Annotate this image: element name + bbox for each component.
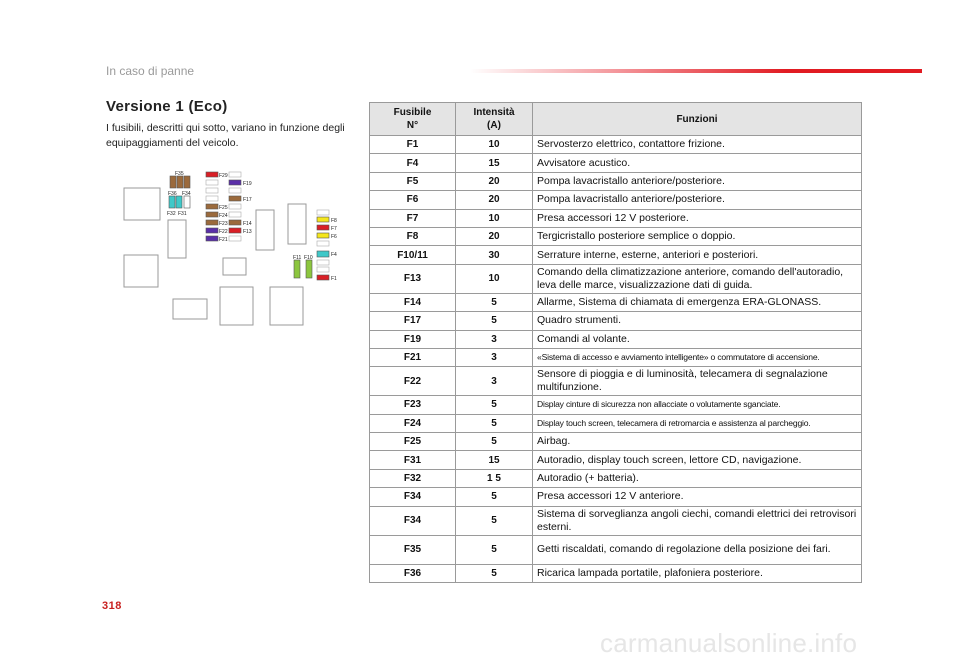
fuse-f23 — [206, 220, 218, 225]
fuse-table — [369, 102, 862, 583]
col-header-fuse-line1: Fusibile — [393, 107, 432, 118]
label-f19: F19 — [243, 181, 252, 187]
fuse-blank — [206, 188, 218, 193]
fuse-blank — [317, 267, 329, 272]
fuse-number: F24 — [370, 414, 456, 432]
fuse-f22 — [206, 228, 218, 233]
fuse-f13 — [229, 228, 241, 233]
fuse-function: Autoradio (+ batteria). — [533, 469, 862, 487]
fuse-function: Tergicristallo posteriore semplice o doppio. — [533, 227, 862, 245]
fuse-blank — [317, 260, 329, 265]
fuse-function: Allarme, Sistema di chiamata di emergenza ERA-GLONASS. — [533, 293, 862, 311]
fuse-amp: 20 — [456, 227, 533, 245]
fuse-amp: 5 — [456, 488, 533, 506]
fuse-function: Quadro strumenti. — [533, 312, 862, 330]
diagram-slot — [223, 258, 246, 275]
fuse-number: F4 — [370, 154, 456, 172]
fuse-f36b — [176, 196, 182, 208]
fuse-number: F25 — [370, 433, 456, 451]
fuse-function: Presa accessori 12 V posteriore. — [533, 209, 862, 227]
fuse-f24 — [206, 212, 218, 217]
col-header-func: Funzioni — [533, 103, 862, 136]
fuse-amp: 5 — [456, 433, 533, 451]
table-row — [370, 535, 862, 564]
fuse-f14 — [229, 220, 241, 225]
label-f24: F24 — [219, 213, 228, 219]
fuse-f35b — [177, 176, 183, 188]
label-f11: F11 — [293, 255, 302, 261]
fuse-f6 — [317, 233, 329, 238]
table-row — [370, 506, 862, 535]
fuse-number: F22 — [370, 367, 456, 396]
table-row — [370, 367, 862, 396]
fuse-f36 — [169, 196, 175, 208]
fuse-blank — [317, 241, 329, 246]
label-f21: F21 — [219, 237, 228, 243]
fuse-amp: 30 — [456, 246, 533, 264]
fuse-number: F34 — [370, 506, 456, 535]
label-f6: F6 — [331, 234, 337, 240]
col-header-fuse — [370, 103, 456, 136]
fuse-amp: 20 — [456, 191, 533, 209]
fuse-number: F8 — [370, 227, 456, 245]
table-row — [370, 330, 862, 348]
fuse-f17 — [229, 196, 241, 201]
fuse-function: Pompa lavacristallo anteriore/posteriore. — [533, 172, 862, 190]
diagram-slot — [124, 255, 158, 287]
label-f8: F8 — [331, 218, 337, 224]
fuse-amp: 10 — [456, 209, 533, 227]
table-row — [370, 451, 862, 469]
fuse-number: F17 — [370, 312, 456, 330]
fuse-blank — [317, 210, 329, 215]
fuse-amp: 10 — [456, 136, 533, 154]
table-row — [370, 209, 862, 227]
col-header-fuse-line2: N° — [406, 120, 419, 131]
diagram-slot — [173, 299, 207, 319]
label-f7: F7 — [331, 226, 337, 232]
fuse-number: F19 — [370, 330, 456, 348]
label-f25: F25 — [219, 205, 228, 211]
label-f13: F13 — [243, 229, 252, 235]
fuse-number: F14 — [370, 293, 456, 311]
fuse-amp: 10 — [456, 264, 533, 293]
diagram-slot — [270, 287, 303, 325]
fuse-f25 — [206, 204, 218, 209]
fuse-blank — [229, 188, 241, 193]
label-f29: F29 — [219, 173, 228, 179]
diagram-slot — [256, 210, 274, 250]
table-row — [370, 312, 862, 330]
fuse-amp: 15 — [456, 154, 533, 172]
fuse-amp: 3 — [456, 367, 533, 396]
fuse-function: Ricarica lampada portatile, plafoniera posteriore. — [533, 564, 862, 582]
table-row — [370, 469, 862, 487]
fuse-f34 — [184, 196, 190, 208]
fuse-number: F23 — [370, 396, 456, 414]
fuse-f29 — [206, 172, 218, 177]
fuse-amp: 5 — [456, 293, 533, 311]
fuse-f19 — [229, 180, 241, 185]
fuse-blank — [206, 180, 218, 185]
label-f10: F10 — [304, 255, 313, 261]
fuse-amp: 1 5 — [456, 469, 533, 487]
fuse-blank — [229, 172, 241, 177]
table-row — [370, 136, 862, 154]
fuse-amp: 5 — [456, 312, 533, 330]
fuse-f21 — [206, 236, 218, 241]
table-row — [370, 433, 862, 451]
col-header-amp-line1: Intensità — [473, 107, 515, 118]
fuse-function: Comando della climatizzazione anteriore, comando dell'autoradio, leva delle marce, visualizzazione dati di guida. — [533, 264, 862, 293]
table-row — [370, 227, 862, 245]
fuse-f4 — [317, 251, 329, 257]
table-row — [370, 348, 862, 366]
fuse-number: F7 — [370, 209, 456, 227]
fuse-box-diagram — [118, 168, 348, 328]
fuse-f35c — [184, 176, 190, 188]
intro-text: I fusibili, descritti qui sotto, variano in funzione degli equipaggiamenti del veicolo. — [106, 122, 345, 149]
table-row — [370, 396, 862, 414]
fuse-blank — [206, 196, 218, 201]
fuse-number: F34 — [370, 488, 456, 506]
fuse-function: Sistema di sorveglianza angoli ciechi, comandi elettrici dei retrovisori esterni. — [533, 506, 862, 535]
table-row — [370, 488, 862, 506]
fuse-blank — [229, 204, 241, 209]
fuse-number: F6 — [370, 191, 456, 209]
table-row — [370, 293, 862, 311]
header-rule — [470, 69, 922, 73]
fuse-number: F36 — [370, 564, 456, 582]
fuse-function: Autoradio, display touch screen, lettore CD, navigazione. — [533, 451, 862, 469]
fuse-amp: 5 — [456, 414, 533, 432]
table-row — [370, 564, 862, 582]
fuse-blank — [229, 212, 241, 217]
diagram-slot — [124, 188, 160, 220]
fuse-amp: 5 — [456, 564, 533, 582]
fuse-function: Pompa lavacristallo anteriore/posteriore. — [533, 191, 862, 209]
fuse-function: Presa accessori 12 V anteriore. — [533, 488, 862, 506]
fuse-number: F10/11 — [370, 246, 456, 264]
label-f17: F17 — [243, 197, 252, 203]
fuse-amp: 15 — [456, 451, 533, 469]
fuse-function: Display cinture di sicurezza non allacciate o volutamente sganciate. — [533, 396, 862, 414]
fuse-function: Display touch screen, telecamera di retromarcia e assistenza al parcheggio. — [533, 414, 862, 432]
watermark: carmanualsonline.info — [600, 628, 858, 658]
table-row — [370, 191, 862, 209]
fuse-f1 — [317, 275, 329, 280]
fuse-amp: 3 — [456, 348, 533, 366]
page-number: 318 — [102, 600, 122, 612]
label-f34: F34 — [182, 191, 191, 197]
diagram-slot — [220, 287, 253, 325]
col-header-amp — [456, 103, 533, 136]
section-header: In caso di panne — [106, 64, 195, 78]
table-row — [370, 246, 862, 264]
fuse-function: Serrature interne, esterne, anteriori e posteriori. — [533, 246, 862, 264]
fuse-function: «Sistema di accesso e avviamento intelligente» o commutatore di accensione. — [533, 348, 862, 366]
fuse-function: Servosterzo elettrico, contattore frizione. — [533, 136, 862, 154]
table-row — [370, 264, 862, 293]
fuse-f10 — [306, 260, 312, 278]
label-f22: F22 — [219, 229, 228, 235]
fuse-number: F21 — [370, 348, 456, 366]
fuse-amp: 5 — [456, 535, 533, 564]
fuse-number: F1 — [370, 136, 456, 154]
fuse-amp: 5 — [456, 396, 533, 414]
fuse-function: Comandi al volante. — [533, 330, 862, 348]
label-f35: F35 — [175, 171, 184, 177]
fuse-amp: 5 — [456, 506, 533, 535]
fuse-number: F31 — [370, 451, 456, 469]
fuse-amp: 20 — [456, 172, 533, 190]
fuse-blank — [229, 236, 241, 241]
fuse-function: Airbag. — [533, 433, 862, 451]
diagram-slot — [168, 220, 186, 258]
page-title: Versione 1 (Eco) — [106, 98, 228, 115]
fuse-f7 — [317, 225, 329, 230]
fuse-amp: 3 — [456, 330, 533, 348]
table-row — [370, 154, 862, 172]
label-f36: F36 — [168, 191, 177, 197]
table-row — [370, 172, 862, 190]
fuse-f11 — [294, 260, 300, 278]
label-f1: F1 — [331, 276, 337, 282]
diagram-slot — [288, 204, 306, 244]
label-f23: F23 — [219, 221, 228, 227]
fuse-function: Sensore di pioggia e di luminosità, telecamera di segnalazione multifunzione. — [533, 367, 862, 396]
label-f32: F32 — [167, 211, 176, 217]
col-header-amp-line2: (A) — [487, 120, 501, 131]
table-header-row — [370, 103, 862, 136]
fuse-number: F5 — [370, 172, 456, 190]
fuse-function: Getti riscaldati, comando di regolazione della posizione dei fari. — [533, 535, 862, 564]
fuse-function: Avvisatore acustico. — [533, 154, 862, 172]
label-f31: F31 — [178, 211, 187, 217]
fuse-f35 — [170, 176, 176, 188]
table-row — [370, 414, 862, 432]
label-f4: F4 — [331, 252, 337, 258]
fuse-number: F35 — [370, 535, 456, 564]
fuse-number: F13 — [370, 264, 456, 293]
label-f14: F14 — [243, 221, 252, 227]
fuse-f8 — [317, 217, 329, 222]
fuse-number: F32 — [370, 469, 456, 487]
